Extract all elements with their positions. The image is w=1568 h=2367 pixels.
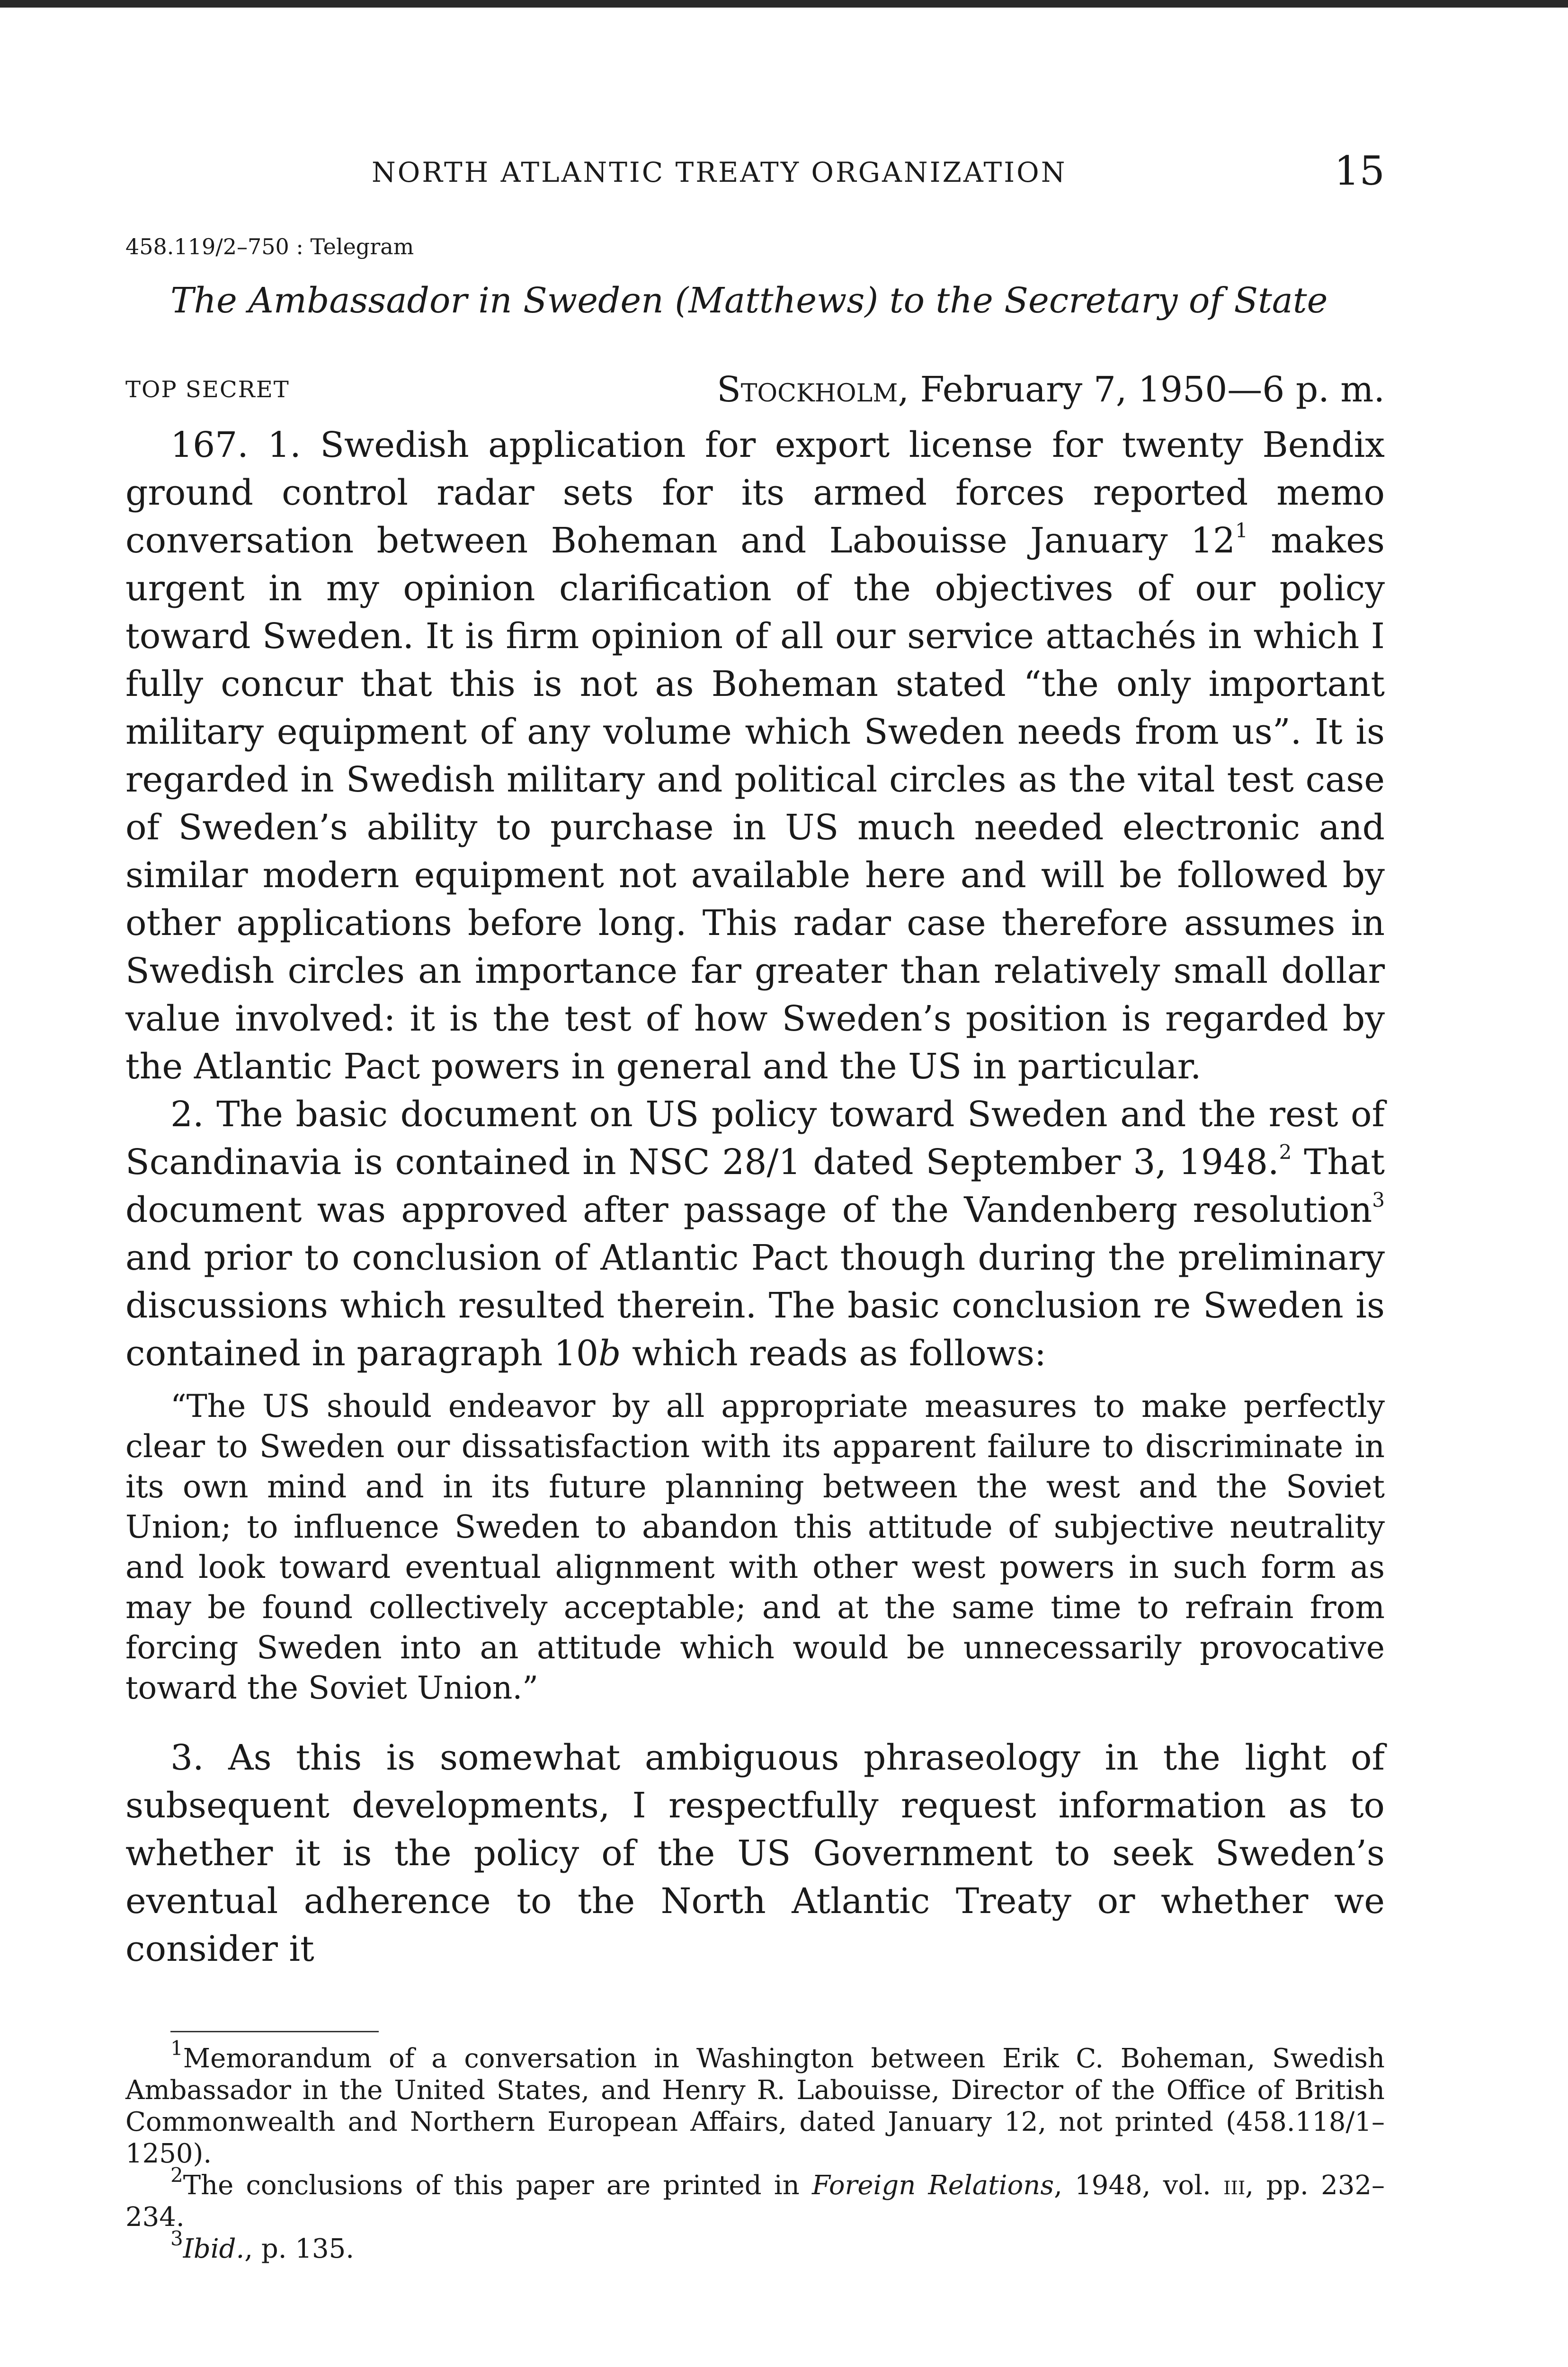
footnote-ref-1: 1 [1235, 519, 1248, 543]
paragraph-2-text-a: 2. The basic document on US policy toward Sweden and the rest of Scandinavia is contained in NSC 28/1 dated September 3, 1948. [125, 1094, 1385, 1183]
page-number: 15 [1334, 148, 1385, 194]
dateline-place: Stockholm [717, 369, 898, 410]
footnote-2-text-b: , 1948, vol. [1054, 2170, 1224, 2201]
scan-top-edge [0, 0, 1568, 8]
file-reference: 458.119/2–750 : Telegram [125, 234, 414, 259]
footnote-2-number: 2 [170, 2163, 183, 2187]
footnote-1-text: Memorandum of a conversation in Washington between Erik C. Boheman, Swedish Ambassador in the United States, and Henry R. Labouisse, Director of the Office of British Commonwealth and Northern European Affairs, dated January 12, not printed (458.118/1–1250). [125, 2043, 1385, 2169]
footnote-3-text: , p. 135. [244, 2234, 355, 2264]
paragraph-2 [125, 1091, 1385, 1378]
paragraph-1-text-a: 167. 1. Swedish application for export license for twenty Bendix ground control radar sets for its armed forces reported memo conversation between Boheman and Labouisse January 12 [125, 425, 1385, 561]
footnote-3-ibid: Ibid. [183, 2234, 245, 2264]
footnote-2-title: Foreign Relations [812, 2170, 1054, 2201]
quoted-conclusion: “The US should endeavor by all appropriate measures to make perfectly clear to Sweden our dissatisfaction with its apparent failure to discriminate in its own mind and in its future planning between the west and the Soviet Union; to influence Sweden to abandon this attitude of subjective neutrality and look toward eventual alignment with other west powers in such form as may be found collectively acceptable; and at the same time to refrain from forcing Sweden into an attitude which would be unnecessarily provocative toward the Soviet Union.” [125, 1388, 1385, 1706]
paragraph-2-text-b: That document was approved after passage of the Vandenberg resolution [125, 1142, 1385, 1230]
paragraph-3: 3. As this is somewhat ambiguous phraseology in the light of subsequent developments, I respectfully request information as to whether it is the policy of the US Government to seek Sweden’s eventual adherence to the North Atlantic Treaty or whether we consider it [125, 1737, 1385, 1969]
paragraph-2-text-d: which reads as follows: [621, 1333, 1046, 1374]
running-head [125, 148, 1385, 194]
document-heading: The Ambassador in Sweden (Matthews) to the Secretary of State [170, 280, 1328, 321]
footnote-1-number: 1 [170, 2037, 183, 2060]
footnote-2 [125, 2163, 1385, 2233]
running-title: NORTH ATLANTIC TREATY ORGANIZATION [372, 156, 1067, 188]
paragraph-2-text-c: and prior to conclusion of Atlantic Pact though during the preliminary discussions which resulted therein. The basic conclusion re Sweden is contained in paragraph 10 [125, 1237, 1385, 1374]
paragraph-1-text-b: makes urgent in my opinion clarification of the objectives of our policy toward Sweden. It is firm opinion of all our service attachés in which I fully concur that this is not as Boheman stated “the only important military equipment of any volume which Sweden needs from us”. It is regarded in Swedish military and political circles as the vital test case of Sweden’s ability to purchase in US much needed electronic and similar modern equipment not available here and will be followed by other applications before long. This radar case therefore assumes in Swedish circles an importance far greater than relatively small dollar value involved: it is the test of how Sweden’s position is regarded by the Atlantic Pact powers in general and the US in particular. [125, 520, 1385, 1087]
dateline-date: , February 7, 1950—6 p. m. [898, 369, 1385, 410]
footnote-2-volume: iii [1223, 2170, 1246, 2201]
footnote-ref-3: 3 [1372, 1188, 1385, 1212]
footnote-1 [125, 2037, 1385, 2170]
footnote-divider [170, 2031, 379, 2032]
paragraph-letter: b [598, 1333, 621, 1374]
footnote-3 [125, 2227, 1385, 2265]
paragraph-1 [125, 421, 1385, 1091]
classification-label: TOP SECRET [125, 376, 290, 403]
footnote-2-text-c: , pp. 232–234. [125, 2170, 1385, 2233]
footnote-2-text-a: The conclusions of this paper are printed in [183, 2170, 812, 2201]
place-date-line [717, 369, 1385, 410]
telegram-body [125, 421, 1385, 1973]
footnotes [125, 2037, 1385, 2265]
footnote-ref-2: 2 [1279, 1140, 1292, 1164]
footnote-3-number: 3 [170, 2227, 183, 2251]
